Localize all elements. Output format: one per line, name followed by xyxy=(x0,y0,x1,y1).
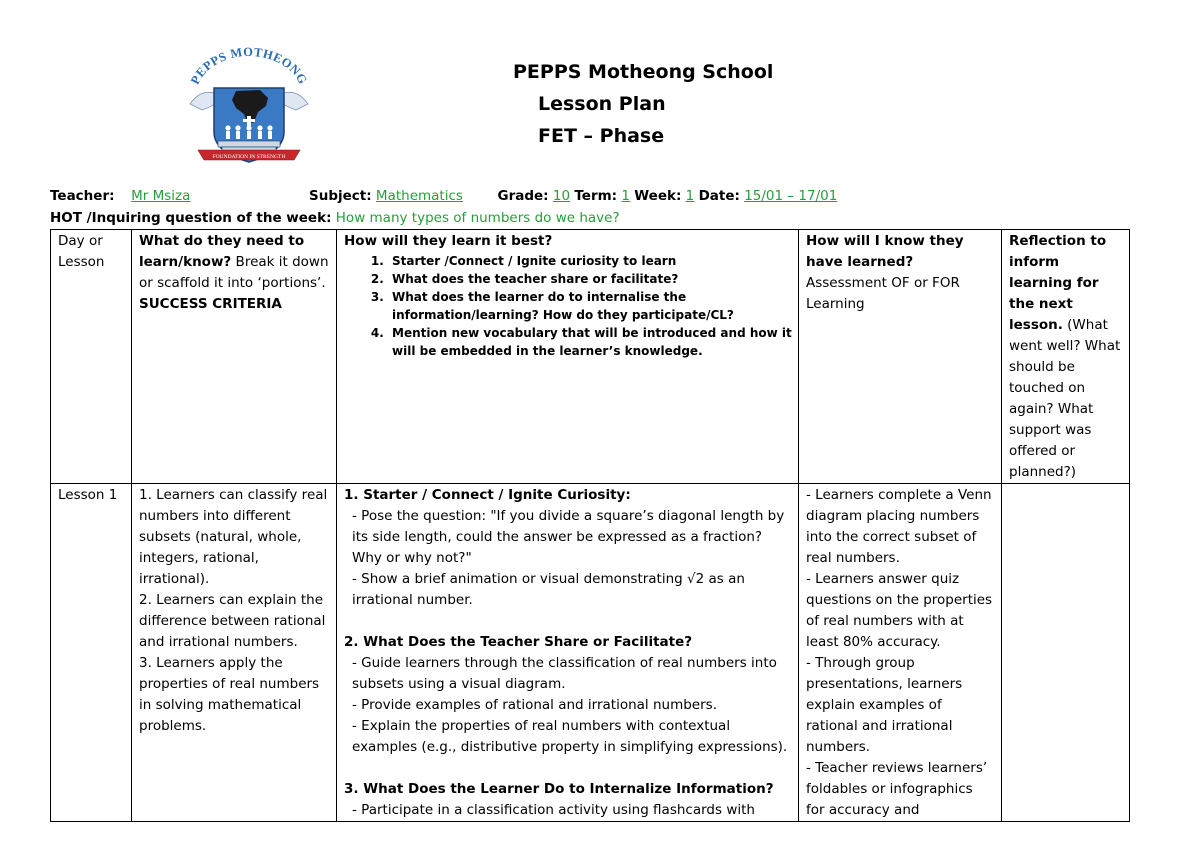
hot-question: How many types of numbers do we have? xyxy=(335,210,620,226)
learner-heading: 3. What Does the Learner Do to Internalize Information? xyxy=(344,781,774,797)
grade-value: 10 xyxy=(552,188,571,204)
date-value: 15/01 – 17/01 xyxy=(744,188,838,204)
svg-text:PEPPS MOTHEONG xyxy=(188,45,310,87)
cell-criteria xyxy=(132,484,337,822)
table-row xyxy=(51,484,1130,822)
list-item: 2. What does the teacher share or facilitate? xyxy=(388,270,792,288)
teacher-value: Mr Msiza xyxy=(131,188,191,204)
grade-label: Grade: xyxy=(497,188,549,204)
list-item: 1. Starter /Connect / Ignite curiosity to learn xyxy=(388,252,792,270)
header-need: What do they need to learn/know? Break it down or scaffold it into ‘portions’. SUCCESS CRITERIA xyxy=(132,230,337,484)
assessment-item: - Teacher reviews learners’ foldables or infographics for accuracy and xyxy=(806,760,988,818)
cell-activities: 1. Starter / Connect / Ignite Curiosity: - Pose the question: "If you divide a square’s diagonal length by its side length, could the answer be expressed as a fraction? Why or why not?" - Show a brief animation or visual demonstrating √2 as an irrational number. 2. What Does the Teacher Share or Facilitate? - Guide learners through the classification of real numbers into subsets using a visual diagram. - Provide examples of rational and irrational numbers. - Explain the properties of real numbers with contextual examples (e.g., distributive property in simplifying expressions). 3. What Does the Learner Do to Internalize Information? - Participate in a classification activity using flashcards with xyxy=(337,484,799,822)
header-day: Day or Lesson xyxy=(51,230,132,484)
lesson-plan-table xyxy=(50,229,1130,822)
teacher-heading: 2. What Does the Teacher Share or Facilitate? xyxy=(344,634,693,650)
term-label: Term: xyxy=(574,188,618,204)
assessment-item: - Through group presentations, learners explain examples of rational and irrational numbers. xyxy=(806,655,963,755)
week-value: 1 xyxy=(685,188,695,204)
date-label: Date: xyxy=(698,188,740,204)
list-item: 4. Mention new vocabulary that will be introduced and how it will be embedded in the learner’s knowledge. xyxy=(388,324,792,360)
cell-assessment xyxy=(799,484,1002,822)
subject-value: Mathematics xyxy=(375,188,463,204)
header-row xyxy=(51,230,1130,484)
how-steps-list xyxy=(344,252,792,360)
starter-heading: 1. Starter / Connect / Ignite Curiosity: xyxy=(344,487,631,503)
criteria-item: 1. Learners can classify real numbers into different subsets (natural, whole, integers, rational, irrational). xyxy=(139,487,328,587)
success-criteria-label: SUCCESS CRITERIA xyxy=(139,296,282,312)
header-reflection: Reflection to inform learning for the next lesson. (What went well? What should be touched on again? What support was offered or planned?) xyxy=(1002,230,1130,484)
cell-reflection xyxy=(1002,484,1130,822)
assessment-item: - Learners complete a Venn diagram placing numbers into the correct subset of real numbers. xyxy=(806,487,992,566)
header-how: How will they learn it best? 1. Starter /Connect / Ignite curiosity to learn 2. What does the teacher share or facilitate? 3. What does the learner do to internalise the information/learning? How do they participate/CL? 4. Mention new vocabulary that will be introduced and how it will be embedded in the learner’s knowledge. xyxy=(337,230,799,484)
document-title xyxy=(513,56,773,152)
hot-question-line xyxy=(50,210,620,226)
lesson-meta xyxy=(50,188,837,204)
logo-motto: FOUNDATION IN STRENGTH xyxy=(212,154,286,160)
subject-label: Subject: xyxy=(308,188,372,204)
hot-label: HOT /Inquiring question of the week: xyxy=(50,210,332,226)
phase: FET – Phase xyxy=(538,125,665,147)
header-know: How will I know they have learned? Assessment OF or FOR Learning xyxy=(799,230,1002,484)
cell-day: Lesson 1 xyxy=(51,484,132,822)
criteria-item: 3. Learners apply the properties of real numbers in solving mathematical problems. xyxy=(139,655,320,734)
criteria-item: 2. Learners can explain the difference between rational and irrational numbers. xyxy=(139,592,326,650)
teacher-label: Teacher: xyxy=(50,188,115,204)
week-label: Week: xyxy=(634,188,682,204)
list-item: 3. What does the learner do to internalise the information/learning? How do they participate/CL? xyxy=(388,288,792,324)
school-logo xyxy=(184,44,314,174)
assessment-item: - Learners answer quiz questions on the properties of real numbers with at least 80% accuracy. xyxy=(806,571,993,650)
logo-text: PEPPS MOTHEONG xyxy=(187,44,311,87)
school-name: PEPPS Motheong School xyxy=(513,61,774,83)
doc-type: Lesson Plan xyxy=(538,93,666,115)
term-value: 1 xyxy=(621,188,630,204)
